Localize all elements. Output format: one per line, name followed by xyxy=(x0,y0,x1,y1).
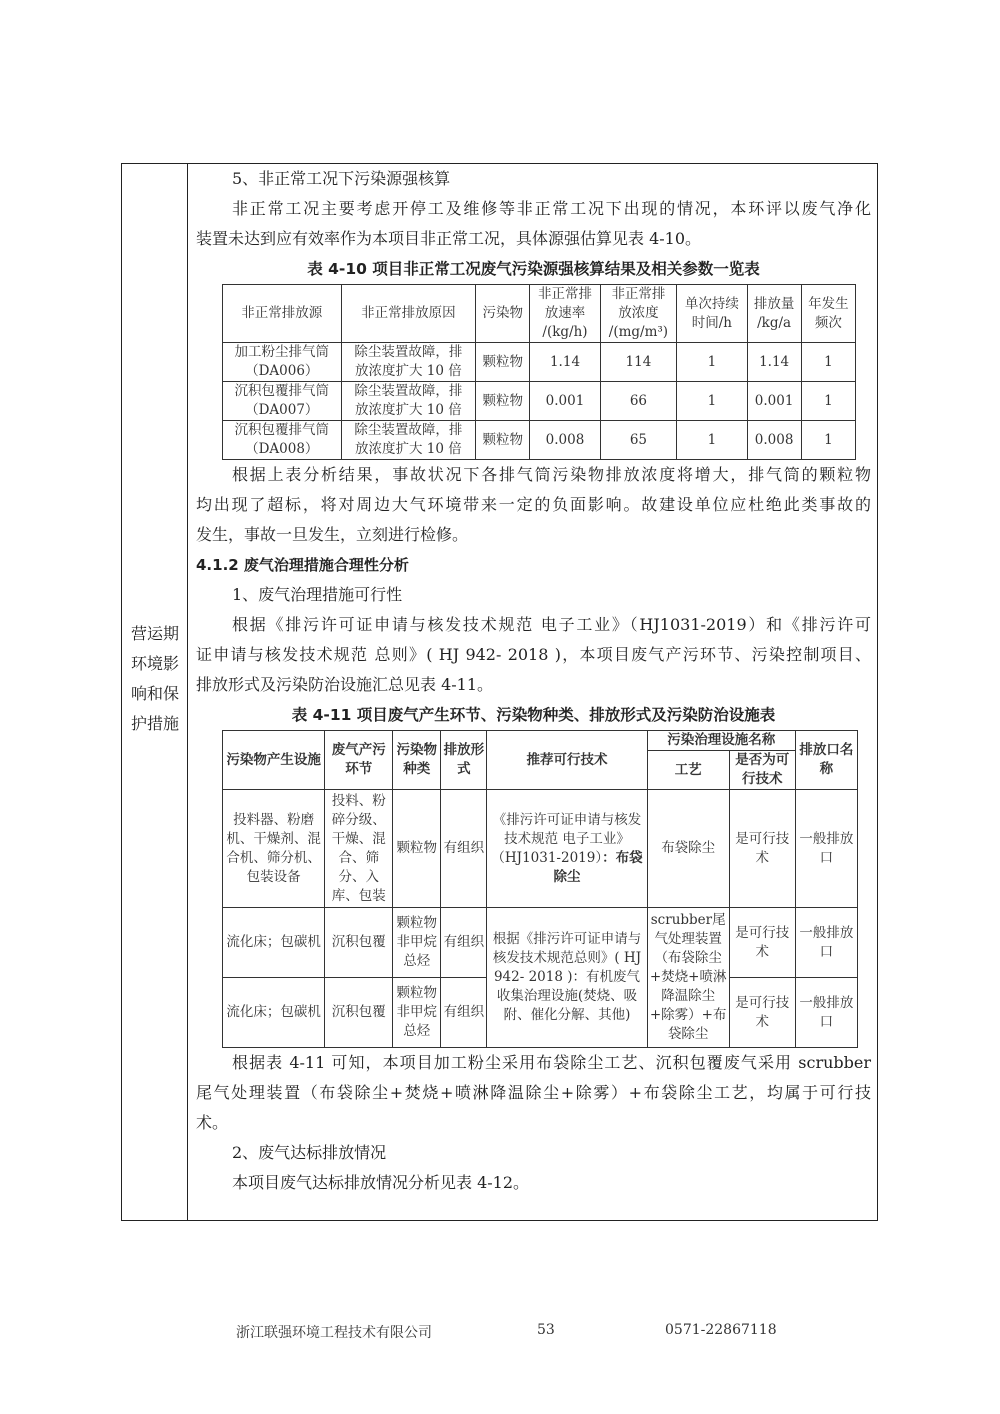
section412-para-line: 根据《排污许可证申请与核发技术规范 电子工业》（HJ1031-2019）和《排污许可 xyxy=(232,615,871,634)
cell-stage: 沉积包覆 xyxy=(325,908,393,978)
cell-rate: 0.001 xyxy=(530,382,600,421)
conclusion-line: 尾气处理装置（布袋除尘+焚烧+喷淋降温除尘+除雾）+布袋除尘工艺，均属于可行技 xyxy=(196,1083,871,1102)
cell-reason: 除尘装置故障，排 放浓度扩大 10 倍 xyxy=(341,382,476,421)
table-4-10 xyxy=(222,284,856,460)
header-type: 污染物种类 xyxy=(393,731,441,790)
content-frame xyxy=(121,163,878,1221)
table-row xyxy=(223,421,856,460)
cell-rate: 0.008 xyxy=(530,421,600,460)
cell-feasible: 是可行技术 xyxy=(729,790,795,908)
tech-bold-text: ：布袋除尘 xyxy=(553,849,643,885)
cell-stage: 沉积包覆 xyxy=(325,978,393,1048)
header-cell: 单次持续 时间/h xyxy=(677,285,747,343)
cell-feasible: 是可行技术 xyxy=(729,978,795,1048)
footer-page-number: 53 xyxy=(537,1322,555,1338)
cell-stage: 投料、粉碎分级、干燥、混合、筛分、入库、包装 xyxy=(325,790,393,908)
cell-source: 沉积包覆排气筒 （DA008） xyxy=(223,421,342,460)
analysis-line: 根据上表分析结果，事故状况下各排气筒污染物排放浓度将增大，排气筒的颗粒物 xyxy=(232,465,871,484)
analysis-line: 发生，事故一旦发生，立刻进行检修。 xyxy=(196,525,469,544)
cell-conc: 114 xyxy=(600,343,677,382)
left-label-line: 响和保 xyxy=(130,684,179,703)
header-tech: 推荐可行技术 xyxy=(487,731,647,790)
header-feasible: 是否为可行技术 xyxy=(729,751,795,790)
cell-reason: 除尘装置故障，排 放浓度扩大 10 倍 xyxy=(341,421,476,460)
cell-outlet: 一般排放口 xyxy=(795,908,857,978)
table410-header-row xyxy=(223,285,856,343)
cell-facility: 流化床；包碳机 xyxy=(223,978,325,1048)
header-cell: 非正常排放原因 xyxy=(341,285,476,343)
header-cell: 非正常排 放速率 /(kg/h) xyxy=(530,285,600,343)
footer-phone: 0571-22867118 xyxy=(665,1322,777,1338)
cell-process-merged: scrubber尾气处理装置（布袋除尘+焚烧+喷淋降温除尘+除雾）+布袋除尘 xyxy=(647,908,729,1048)
cell-pollutant: 颗粒物 xyxy=(476,343,530,382)
cell-type: 颗粒物非甲烷总烃 xyxy=(393,978,441,1048)
header-form: 排放形式 xyxy=(441,731,487,790)
conclusion-line: 术。 xyxy=(196,1113,229,1132)
cell-duration: 1 xyxy=(677,421,747,460)
cell-form: 有组织 xyxy=(441,790,487,908)
left-column-label xyxy=(122,619,188,739)
cell-amount: 0.008 xyxy=(747,421,801,460)
cell-source: 加工粉尘排气筒 （DA006） xyxy=(223,343,342,382)
cell-freq: 1 xyxy=(801,421,855,460)
header-cell: 年发生 频次 xyxy=(801,285,855,343)
subsection-2-title: 2、废气达标排放情况 xyxy=(232,1143,387,1162)
header-process: 工艺 xyxy=(647,751,729,790)
analysis-line: 均出现了超标，将对周边大气环境带来一定的负面影响。故建设单位应杜绝此类事故的 xyxy=(196,495,871,514)
conclusion-line: 根据表 4-11 可知，本项目加工粉尘采用布袋除尘工艺、沉积包覆废气采用 scrubber xyxy=(232,1053,871,1072)
main-content xyxy=(196,164,871,1198)
cell-tech-merged: 根据《排污许可证申请与核发技术规范总则》( HJ 942- 2018 )：有机废气收集治理设施(焚烧、吸附、催化分解、其他) xyxy=(487,908,647,1048)
cell-facility: 流化床；包碳机 xyxy=(223,908,325,978)
section412-para-line: 证申请与核发技术规范 总则》( HJ 942- 2018 )，本项目废气产污环节、污染控制项目、 xyxy=(196,645,871,664)
section5-para-line: 装置未达到应有效率作为本项目非正常工况，具体源强估算见表 4-10。 xyxy=(196,229,702,248)
cell-type: 颗粒物 xyxy=(393,790,441,908)
table-row xyxy=(223,343,856,382)
cell-amount: 1.14 xyxy=(747,343,801,382)
left-label-line: 营运期 xyxy=(130,624,179,643)
left-label-line: 环境影 xyxy=(130,654,179,673)
table-row xyxy=(223,908,858,978)
section-4-1-2-heading: 4.1.2 废气治理措施合理性分析 xyxy=(196,556,409,574)
tech-text: 《排污许可证申请与核发技术规范 电子工业》（HJ1031-2019） xyxy=(491,811,642,866)
cell-amount: 0.001 xyxy=(747,382,801,421)
cell-source: 沉积包覆排气筒 （DA007） xyxy=(223,382,342,421)
header-stage: 废气产污环节 xyxy=(325,731,393,790)
table-row xyxy=(223,790,858,908)
cell-type: 颗粒物非甲烷总烃 xyxy=(393,908,441,978)
header-facility: 污染物产生设施 xyxy=(223,731,325,790)
footer-company: 浙江联强环境工程技术有限公司 xyxy=(236,1325,432,1341)
header-cell: 非正常排放源 xyxy=(223,285,342,343)
section412-para-line: 排放形式及污染防治设施汇总见表 4-11。 xyxy=(196,675,494,694)
header-cell: 排放量 /kg/a xyxy=(747,285,801,343)
cell-freq: 1 xyxy=(801,343,855,382)
table-4-11 xyxy=(222,730,858,1048)
cell-facility: 投料器、粉磨机、干燥剂、混合机、筛分机、包装设备 xyxy=(223,790,325,908)
cell-feasible: 是可行技术 xyxy=(729,908,795,978)
table411-caption: 表 4-11 项目废气产生环节、污染物种类、排放形式及污染防治设施表 xyxy=(291,706,776,724)
cell-form: 有组织 xyxy=(441,908,487,978)
cell-rate: 1.14 xyxy=(530,343,600,382)
cell-reason: 除尘装置故障，排 放浓度扩大 10 倍 xyxy=(341,343,476,382)
left-column xyxy=(122,164,188,1220)
table411-header-row xyxy=(223,731,858,751)
cell-process: 布袋除尘 xyxy=(647,790,729,908)
cell-pollutant: 颗粒物 xyxy=(476,421,530,460)
cell-freq: 1 xyxy=(801,382,855,421)
cell-duration: 1 xyxy=(677,382,747,421)
cell-form: 有组织 xyxy=(441,978,487,1048)
cell-conc: 66 xyxy=(600,382,677,421)
cell-outlet: 一般排放口 xyxy=(795,790,857,908)
header-cell: 污染物 xyxy=(476,285,530,343)
cell-tech xyxy=(487,790,647,908)
cell-pollutant: 颗粒物 xyxy=(476,382,530,421)
final-line: 本项目废气达标排放情况分析见表 4-12。 xyxy=(232,1173,530,1192)
header-cell: 非正常排 放浓度 /(mg/m³) xyxy=(600,285,677,343)
section5-title: 5、非正常工况下污染源强核算 xyxy=(232,169,451,188)
section5-para-line: 非正常工况主要考虑开停工及维修等非正常工况下出现的情况，本环评以废气净化 xyxy=(232,199,871,218)
table-row xyxy=(223,382,856,421)
cell-conc: 65 xyxy=(600,421,677,460)
left-label-line: 护措施 xyxy=(130,714,179,733)
header-outlet: 排放口名称 xyxy=(795,731,857,790)
cell-outlet: 一般排放口 xyxy=(795,978,857,1048)
cell-duration: 1 xyxy=(677,343,747,382)
subsection-1-title: 1、废气治理措施可行性 xyxy=(232,585,403,604)
table410-caption: 表 4-10 项目非正常工况废气污染源强核算结果及相关参数一览表 xyxy=(307,260,760,278)
header-group: 污染治理设施名称 xyxy=(647,731,795,751)
